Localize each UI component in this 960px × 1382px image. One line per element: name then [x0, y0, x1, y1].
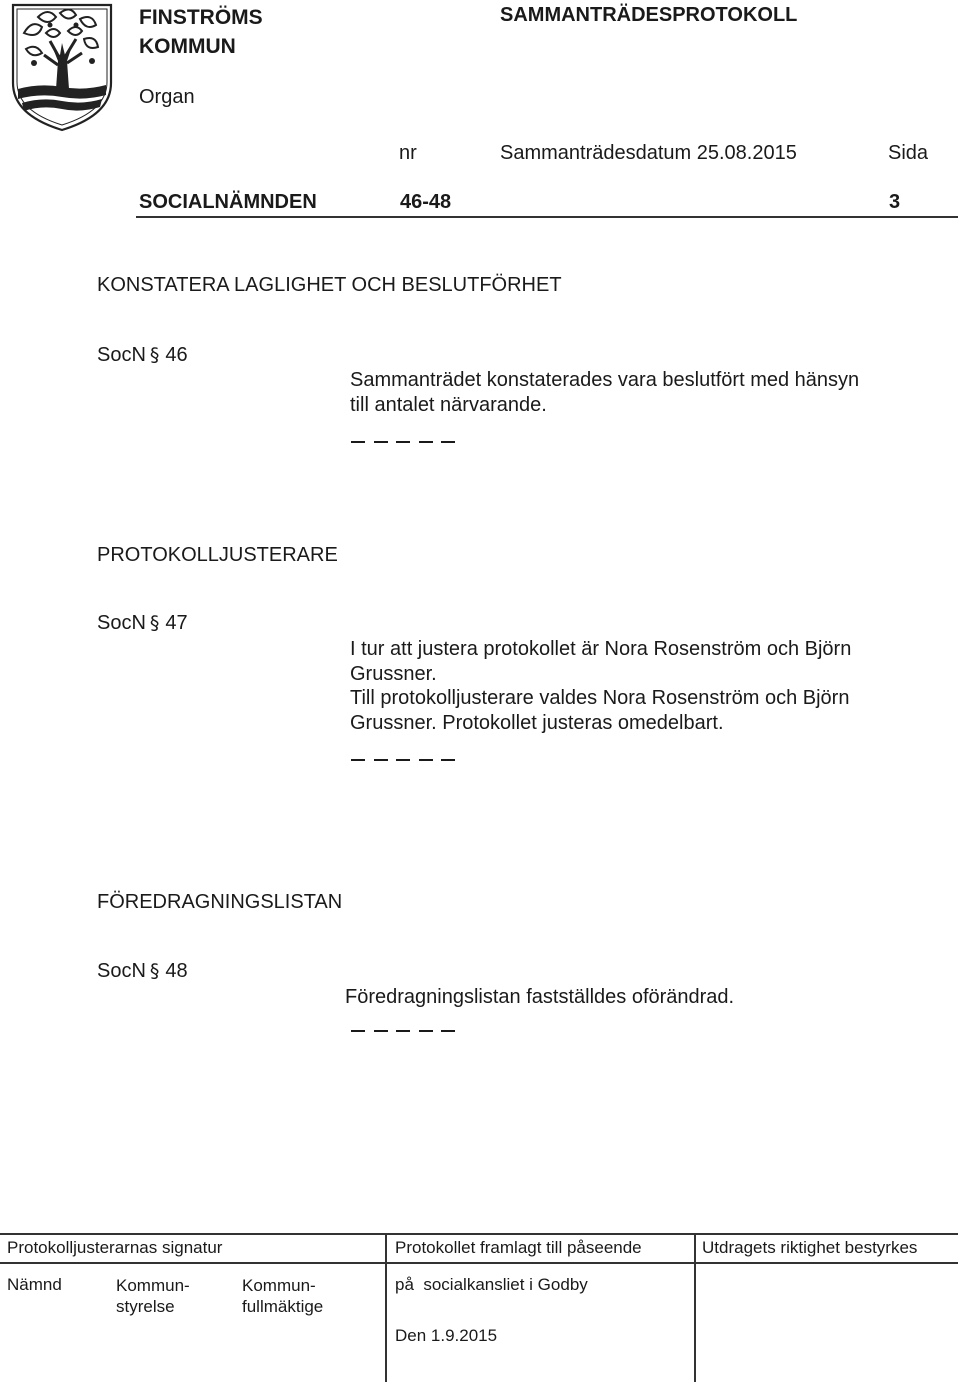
section-heading: KONSTATERA LAGLIGHET OCH BESLUTFÖRHET [97, 274, 562, 296]
footer-posted-header: Protokollet framlagt till påseende [395, 1238, 642, 1257]
footer-signature-header: Protokolljusterarnas signatur [7, 1238, 223, 1257]
section-reference [97, 960, 188, 983]
ref-number: 47 [165, 612, 188, 634]
footer-column-divider [385, 1233, 387, 1382]
ref-prefix: SocN [97, 960, 146, 982]
body-line: Grussner. Protokollet justeras omedelbart. [350, 711, 724, 734]
paragraph-sign: § [149, 960, 160, 982]
nr-value: 46-48 [400, 191, 452, 213]
municipality-name-line2: KOMMUN [139, 35, 236, 58]
nr-label: nr [399, 142, 417, 164]
ref-prefix: SocN [97, 344, 146, 366]
meeting-date-label: Sammanträdesdatum 25.08.2015 [500, 142, 797, 164]
document-type: SAMMANTRÄDESPROTOKOLL [500, 4, 798, 26]
footer-kommunfullmaktige-line1: Kommun- [242, 1276, 316, 1295]
section-separator [351, 759, 455, 761]
footer-kommunfullmaktige-line2: fullmäktige [242, 1297, 324, 1316]
footer-kommunstyrelse-line1: Kommun- [116, 1276, 190, 1295]
ref-number: 48 [165, 960, 188, 982]
page-number: 3 [889, 191, 901, 213]
body-line: I tur att justera protokollet är Nora Rosenström och Björn [350, 638, 852, 660]
footer-date: Den 1.9.2015 [395, 1326, 498, 1345]
footer-kommunstyrelse-line2: styrelse [116, 1297, 175, 1316]
ref-prefix: SocN [97, 612, 146, 634]
paragraph-sign: § [149, 612, 160, 634]
footer-top-border [0, 1233, 958, 1235]
section-body [350, 368, 930, 417]
municipality-name-line1: FINSTRÖMS [139, 6, 263, 29]
section-body [345, 985, 925, 1010]
footer-column-divider [694, 1233, 696, 1382]
page-label: Sida [888, 142, 929, 164]
paragraph-sign: § [149, 344, 160, 366]
footer-kommunstyrelse [116, 1275, 190, 1317]
body-line: till antalet närvarande. [350, 393, 547, 416]
organ-label: Organ [139, 86, 195, 108]
organ-value: SOCIALNÄMNDEN [139, 191, 317, 213]
footer-location: på socialkansliet i Godby [395, 1275, 588, 1294]
section-separator [351, 441, 455, 443]
section-reference [97, 612, 188, 635]
municipality-coat-of-arms [10, 3, 114, 133]
footer-kommunfullmaktige [242, 1275, 323, 1317]
section-reference [97, 344, 188, 367]
section-heading: FÖREDRAGNINGSLISTAN [97, 891, 343, 913]
footer-certified-header: Utdragets riktighet bestyrkes [702, 1238, 918, 1257]
section-body [350, 637, 930, 735]
body-line: Föredragningslistan fastställdes oförändrad. [345, 986, 735, 1008]
section-separator [351, 1030, 455, 1032]
body-line: Grussner. [350, 662, 437, 685]
footer-header-divider [0, 1262, 958, 1264]
header-divider [136, 216, 958, 218]
body-line: Till protokolljusterare valdes Nora Rosenström och Björn [350, 687, 850, 709]
ref-number: 46 [165, 344, 188, 366]
body-line: Sammanträdet konstaterades vara beslutfört med hänsyn [350, 369, 860, 391]
section-heading: PROTOKOLLJUSTERARE [97, 544, 338, 566]
footer-namnd: Nämnd [7, 1275, 62, 1294]
